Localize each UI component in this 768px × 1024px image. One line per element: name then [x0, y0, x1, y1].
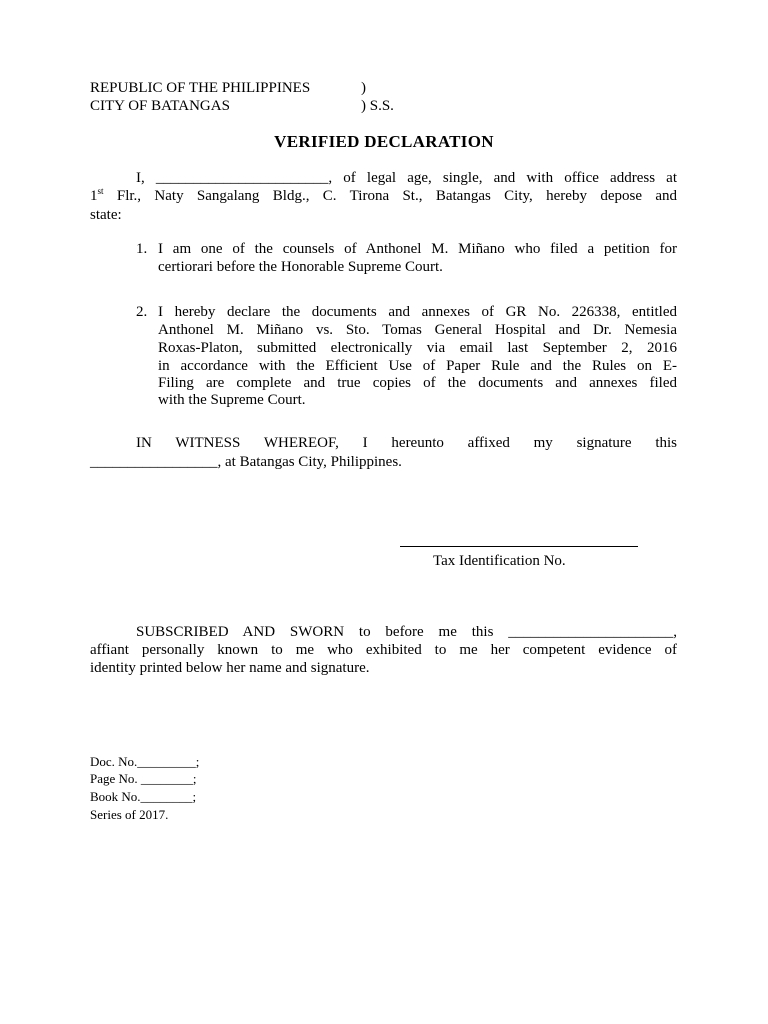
item-2-line-3: Roxas-Platon, submitted electronically via email last September 2, 2016 — [158, 340, 677, 356]
jurat-line-2: affiant personally known to me who exhibited to me her competent evidence of — [90, 642, 677, 658]
caption-city: CITY OF BATANGAS — [90, 98, 230, 114]
item-2-line-6: with the Supreme Court. — [158, 392, 306, 408]
item-2-line-4: in accordance with the Efficient Use of Paper Rule and the Rules on E- — [158, 358, 677, 374]
jurat-line-1: SUBSCRIBED AND SWORN to before me this ______________________, — [136, 624, 677, 640]
caption-paren: ) — [361, 80, 366, 96]
intro-line-2: 1st Flr., Naty Sangalang Bldg., C. Tirona St., Batangas City, hereby depose and — [90, 186, 677, 204]
item-2-number: 2. — [136, 304, 148, 320]
jurat-line-3: identity printed below her name and signature. — [90, 660, 370, 676]
item-1-number: 1. — [136, 241, 148, 257]
document-title: VERIFIED DECLARATION — [274, 132, 494, 151]
item-2-line-2: Anthonel M. Miñano vs. Sto. Tomas General Hospital and Dr. Nemesia — [158, 322, 677, 338]
tin-label: Tax Identification No. — [433, 553, 566, 569]
intro-line-1: I, _______________________, of legal age, single, and with office address at — [136, 170, 677, 186]
series: Series of 2017. — [90, 807, 169, 822]
caption-republic: REPUBLIC OF THE PHILIPPINES — [90, 80, 311, 96]
witness-line-1: IN WITNESS WHEREOF, I hereunto affixed my signature this — [136, 435, 677, 451]
caption-ss: ) S.S. — [361, 98, 394, 114]
item-2-line-1: I hereby declare the documents and annexes of GR No. 226338, entitled — [158, 304, 677, 320]
page-no: Page No. ________; — [90, 771, 197, 786]
book-no: Book No.________; — [90, 789, 197, 804]
witness-line-2: _________________, at Batangas City, Philippines. — [90, 454, 402, 470]
doc-no: Doc. No._________; — [90, 754, 200, 769]
item-2-line-5: Filing are complete and true copies of the documents and annexes filed — [158, 375, 677, 391]
signature-line — [400, 546, 638, 547]
item-1-line-2: certiorari before the Honorable Supreme Court. — [158, 259, 443, 275]
intro-line-3: state: — [90, 207, 122, 223]
item-1-line-1: I am one of the counsels of Anthonel M. Miñano who filed a petition for — [158, 241, 677, 257]
